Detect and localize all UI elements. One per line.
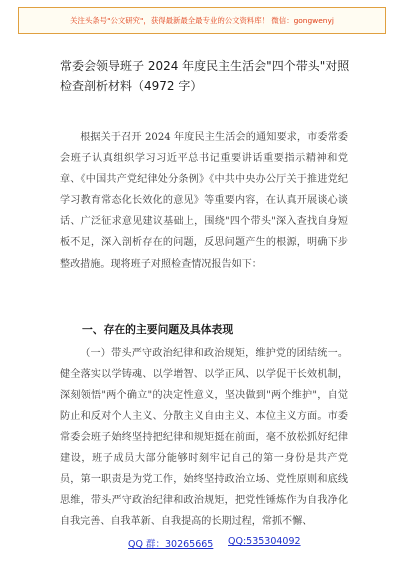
document-title: 常委会领导班子 2024 年度民主生活会"四个带头"对照检查剖析材料（4972 字）: [60, 59, 350, 93]
section-paragraph: （一）带头严守政治纪律和政治规矩，维护党的团结统一。健全落实以学铸魂、以学增智、以学正风、以学促干长效机制，深刻领悟"两个确立"的决定性意义，坚决做到"两个维护"，自觉防止和反对个人主义、分散主义自由主义、本位主义方面。市委常委会班子始终坚持把纪律和规矩挺在前面，毫不放松抓好纪律建设，班子成员大部分能够时刻牢记自己的第一身份是共产党员，第一职责是为党工作，始终坚持政治立场、党性原则和底线思维，带头严守政治纪律和政治规矩，把党性锤炼作为自我净化自我完善、自我革新、自我提高的长期过程，常抓不懈、: [60, 348, 348, 527]
footer: [0, 536, 408, 554]
qq-group-link[interactable]: QQ 群：30265665: [128, 539, 214, 550]
banner-text: 关注头条号"公文研究"，获得最新最全最专业的公文资料库！ 微信：gongwenyj: [70, 16, 334, 25]
intro-paragraph: 根据关于召开 2024 年度民主生活会的通知要求，市委常委会班子认真组织学习习近平总书记重要讲话重要指示精神和党章、《中国共产党纪律处分条例》《中共中央办公厅关于推进党纪学习教育常态化长效化的意见》等重要内容，在认真开展谈心谈话、广泛征求意见建议基础上，围绕"四个带头"深入查找自身短板不足，深入剖析存在的问题，反思问题产生的根源，明确下步整改措施。现将班子对照检查情况报告如下：: [60, 132, 348, 270]
qq-contact-link[interactable]: QQ:535304092: [228, 536, 301, 547]
header-banner: [18, 7, 386, 34]
section-heading: 一、存在的主要问题及具体表现: [82, 323, 234, 336]
